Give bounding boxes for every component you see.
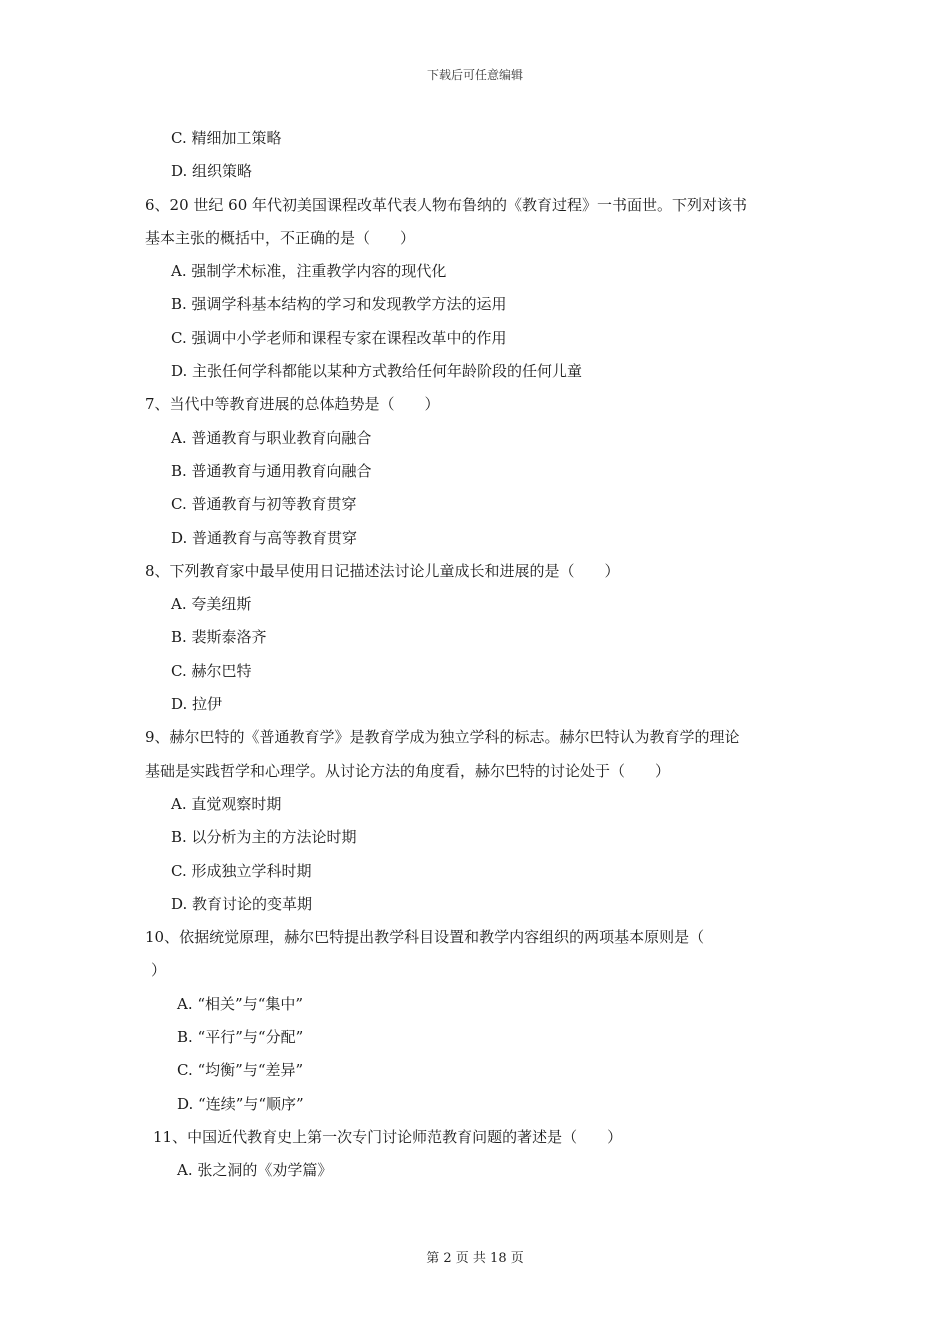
- option-9c: C. 形成独立学科时期: [171, 861, 312, 880]
- option-9a: A. 直觉观察时期: [171, 794, 282, 813]
- option-10a: A. “相关”与“集中”: [177, 994, 304, 1013]
- option-9d: D. 教育讨论的变革期: [171, 894, 313, 913]
- option-8c: C. 赫尔巴特: [171, 661, 252, 680]
- option-7a: A. 普通教育与职业教育向融合: [171, 428, 372, 447]
- option-6b: B. 强调学科基本结构的学习和发现教学方法的运用: [171, 295, 507, 314]
- option-5c: C. 精细加工策略: [171, 129, 282, 147]
- option-10d: D. “连续”与“顺序”: [177, 1094, 304, 1113]
- question-9: 9、赫尔巴特的《普通教育学》是教育学成为独立学科的标志。赫尔巴特认为教育学的理论: [145, 728, 740, 747]
- option-5d: D. 组织策略: [171, 162, 253, 181]
- option-6d: D. 主张任何学科都能以某种方式教给任何年龄阶段的任何儿童: [171, 362, 583, 381]
- question-10: 10、依据统觉原理，赫尔巴特提出教学科目设置和教学内容组织的两项基本原则是（: [145, 928, 705, 947]
- page-footer: 第 2 页 共 18 页: [426, 1251, 524, 1266]
- question-6: 6、20 世纪 60 年代初美国课程改革代表人物布鲁纳的《教育过程》一书面世。下列对该书: [145, 195, 748, 214]
- option-9b: B. 以分析为主的方法论时期: [171, 828, 357, 847]
- page-header: 下载后可任意编辑: [426, 68, 523, 82]
- option-10b: B. “平行”与“分配”: [177, 1028, 304, 1047]
- option-8a: A. 夸美纽斯: [171, 595, 252, 614]
- option-8d: D. 拉伊: [171, 695, 223, 714]
- option-7c: C. 普通教育与初等教育贯穿: [171, 495, 357, 514]
- question-11: 11、中国近代教育史上第一次专门讨论师范教育问题的著述是（ ）: [153, 1127, 623, 1146]
- question-8: 8、下列教育家中最早使用日记描述法讨论儿童成长和进展的是（ ）: [145, 561, 620, 580]
- option-11a: A. 张之洞的《劝学篇》: [177, 1161, 333, 1180]
- option-8b: B. 裴斯泰洛齐: [171, 628, 267, 647]
- document-body: [145, 122, 810, 1188]
- option-6c: C. 强调中小学老师和课程专家在课程改革中的作用: [171, 328, 507, 347]
- option-7b: B. 普通教育与通用教育向融合: [171, 461, 372, 480]
- question-7: 7、当代中等教育进展的总体趋势是（ ）: [145, 395, 440, 414]
- question-6-cont: 基本主张的概括中，不正确的是（ ）: [145, 228, 416, 247]
- option-10c: C. “均衡”与“差异”: [177, 1061, 304, 1080]
- question-9-cont: 基础是实践哲学和心理学。从讨论方法的角度看，赫尔巴特的讨论处于（ ）: [145, 761, 671, 780]
- question-10-cont: ）: [151, 961, 167, 980]
- option-6a: A. 强制学术标准，注重教学内容的现代化: [171, 262, 447, 281]
- option-7d: D. 普通教育与高等教育贯穿: [171, 528, 358, 547]
